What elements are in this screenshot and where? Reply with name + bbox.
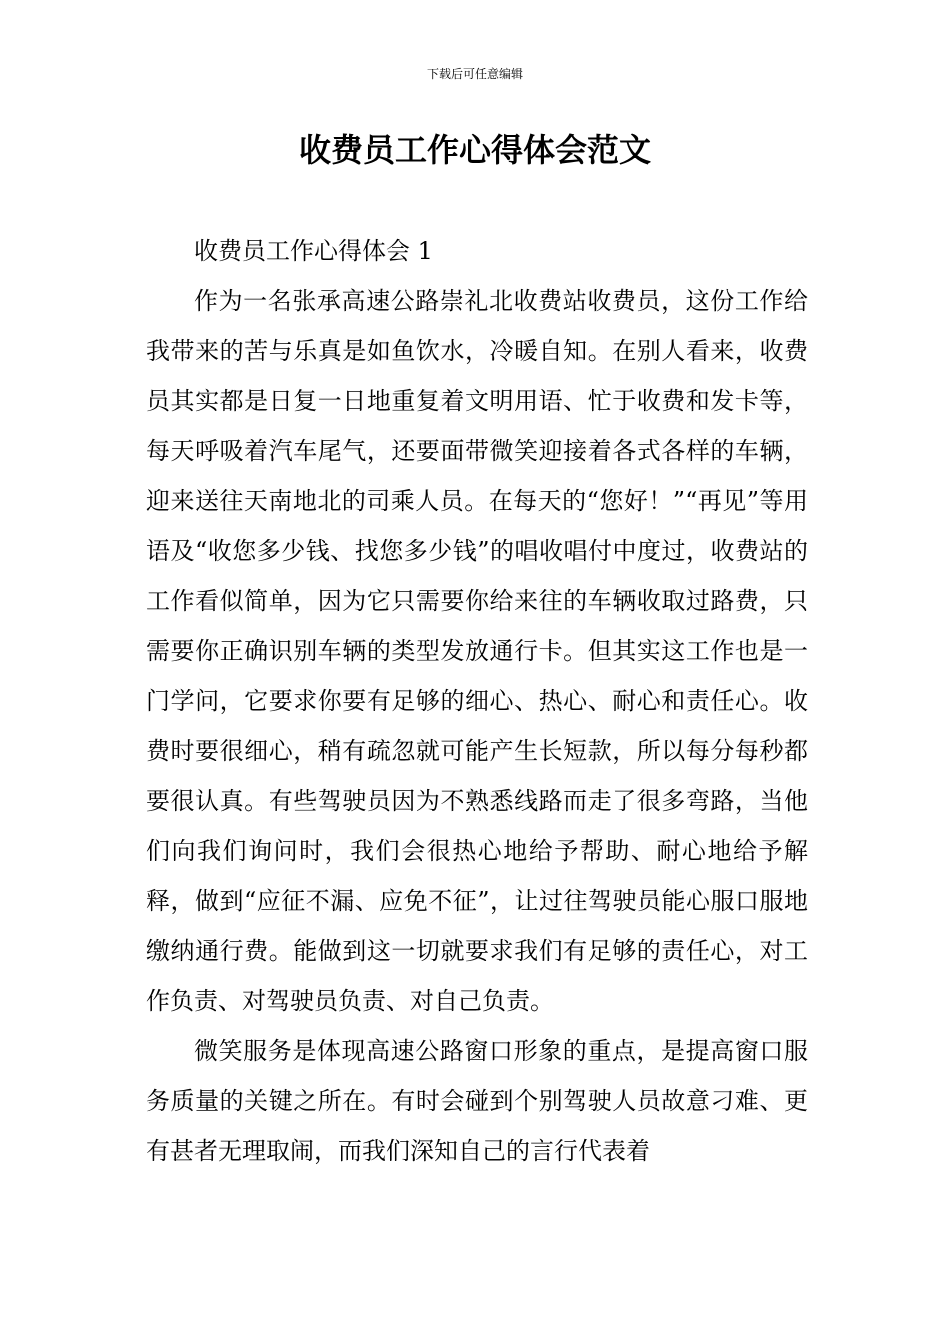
page-header-note: 下载后可任意编辑 [426, 67, 523, 81]
document-title: 收费员工作心得体会范文 [298, 131, 651, 169]
document-body [146, 226, 808, 1176]
body-paragraph-1: 作为一名张承高速公路崇礼北收费站收费员，这份工作给我带来的苦与乐真是如鱼饮水，冷暖自知。在别人看来，收费员其实都是日复一日地重复着文明用语、忙于收费和发卡等，每天呼吸着汽车尾气，还要面带微笑迎接着各式各样的车辆，迎来送往天南地北的司乘人员。在每天的“您好！”“再见”等用语及“收您多少钱、找您多少钱”的唱收唱付中度过，收费站的工作看似简单，因为它只需要你给来往的车辆收取过路费，只需要你正确识别车辆的类型发放通行卡。但其实这工作也是一门学问，它要求你要有足够的细心、热心、耐心和责任心。收费时要很细心，稍有疏忽就可能产生长短款，所以每分每秒都要很认真。有些驾驶员因为不熟悉线路而走了很多弯路，当他们向我们询问时，我们会很热心地给予帮助、耐心地给予解释，做到“应征不漏、应免不征”，让过往驾驶员能心服口服地缴纳通行费。能做到这一切就要求我们有足够的责任心，对工作负责、对驾驶员负责、对自己负责。 [146, 287, 808, 1015]
body-paragraph-2: 微笑服务是体现高速公路窗口形象的重点，是提高窗口服务质量的关键之所在。有时会碰到个别驾驶人员故意刁难、更有甚者无理取闹，而我们深知自己的言行代表着 [146, 1037, 808, 1165]
section-heading: 收费员工作心得体会 1 [194, 237, 433, 265]
